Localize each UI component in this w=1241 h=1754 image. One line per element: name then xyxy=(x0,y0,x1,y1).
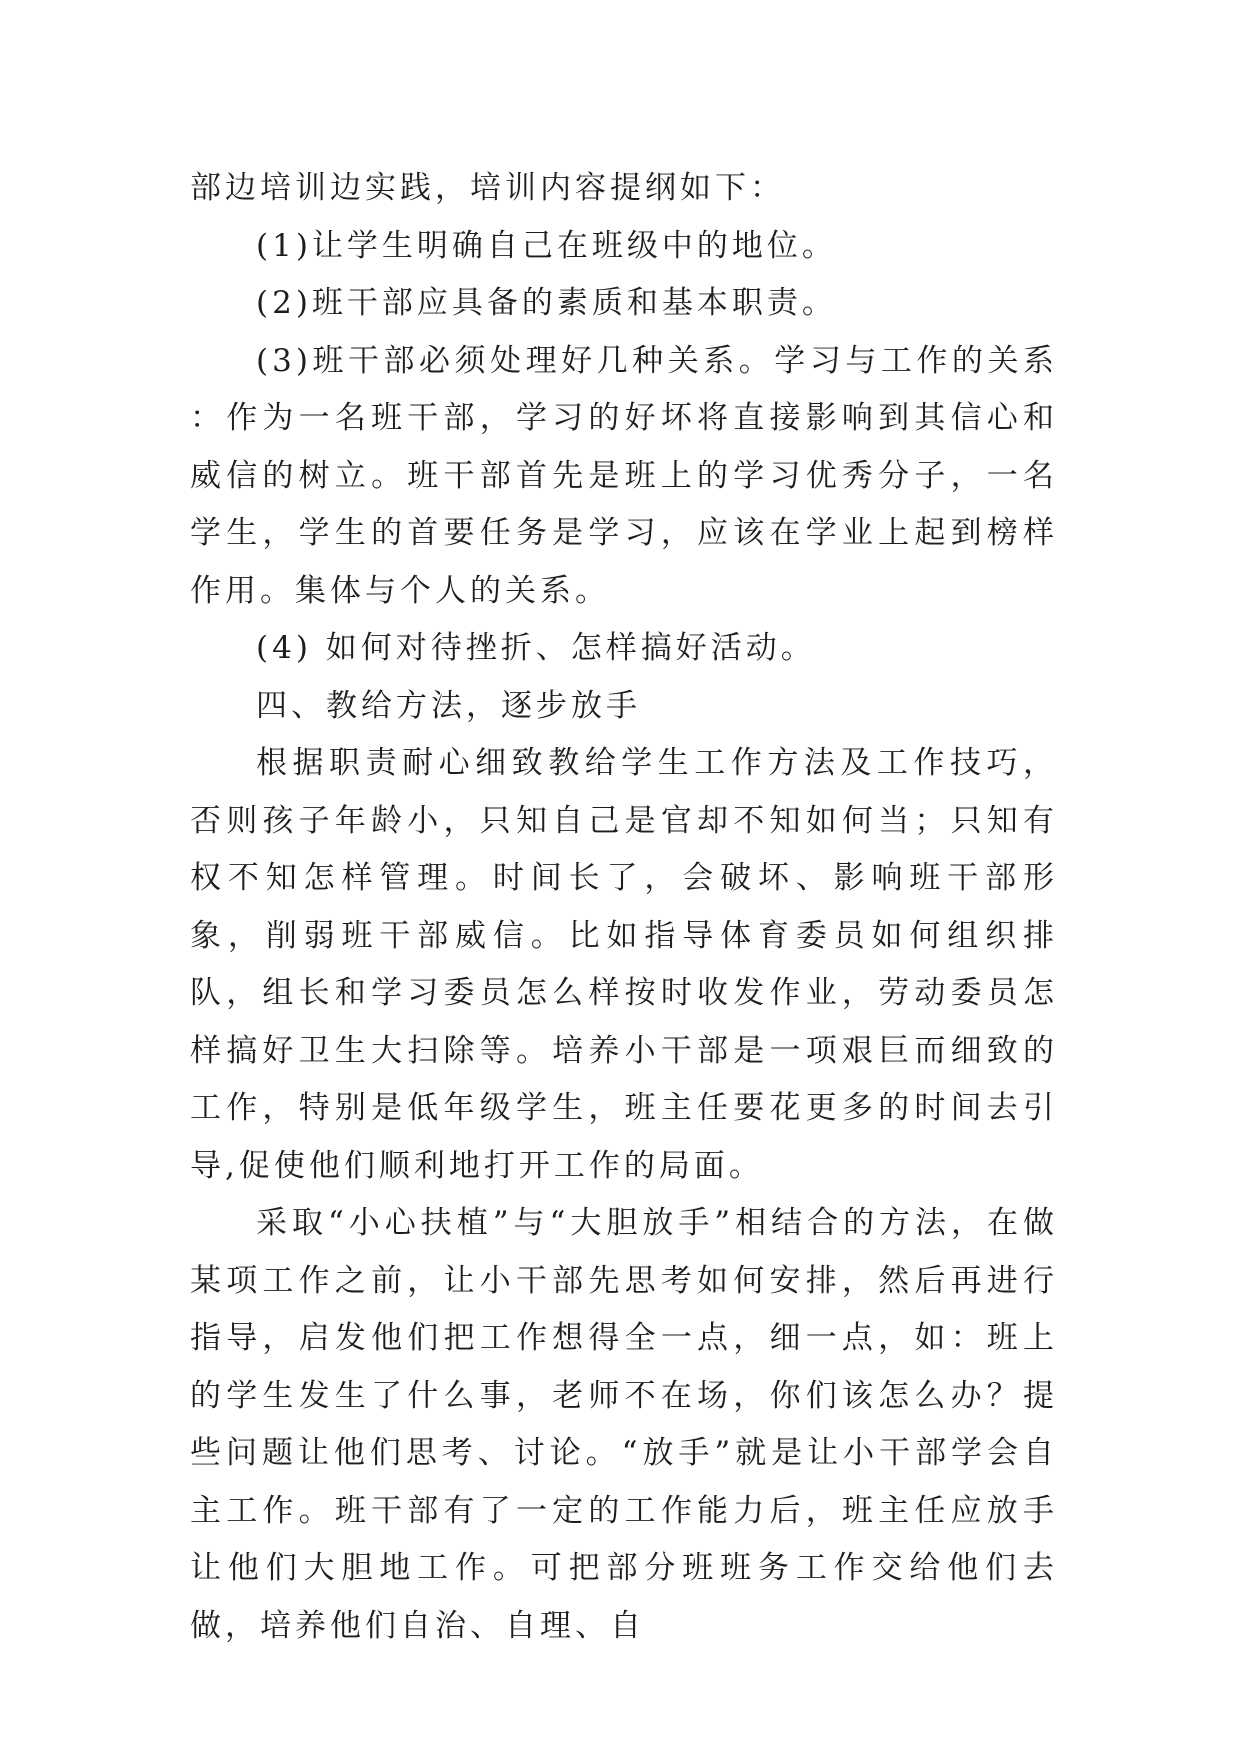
section-heading-four: 四、教给方法，逐步放手 xyxy=(256,687,641,724)
paragraph-letting-go: 采取“小心扶植”与“大胆放手”相结合的方法，在做某项工作之前，让小干部先思考如何安排，然后再进行指导，启发他们把工作想得全一点，细一点，如：班上的学生发生了什么事，老师不在场，你们该怎么办？提些问题让他们思考、讨论。“放手”就是让小干部学会自主工作。班干部有了一定的工作能力后，班主任应放手让他们大胆地工作。可把部分班班务工作交给他们去做，培养他们自治、自理、自 xyxy=(190,1205,1058,1644)
paragraph-item-4: (4) 如何对待挫折、怎样搞好活动。 xyxy=(256,630,816,666)
paragraph-item-1: (1)让学生明确自己在班级中的地位。 xyxy=(256,227,837,264)
paragraph-item-3: (3)班干部必须处理好几种关系。学习与工作的关系 ：作为一名班干部，学习的好坏将直接影响到其信心和威信的树立。班干部首先是班上的学习优秀分子，一名学生，学生的首要任务是学习，应该在学业上起到榜样作用。集体与个人的关系。 xyxy=(190,342,1058,609)
paragraph-item-2: (2)班干部应具备的素质和基本职责。 xyxy=(256,285,837,321)
paragraph-methods: 根据职责耐心细致教给学生工作方法及工作技巧，否则孩子年龄小，只知自己是官却不知如何当；只知有权不知怎样管理。时间长了，会破坏、影响班干部形象，削弱班干部威信。比如指导体育委员如何组织排队，组长和学习委员怎么样按时收发作业，劳动委员怎样搞好卫生大扫除等。培养小干部是一项艰巨而细致的工作，特别是低年级学生，班主任要花更多的时间去引导,促使他们顺利地打开工作的局面。 xyxy=(190,745,1058,1184)
paragraph-training-outline: 部边培训边实践，培训内容提纲如下： xyxy=(190,170,785,206)
document-body xyxy=(190,160,1058,1655)
